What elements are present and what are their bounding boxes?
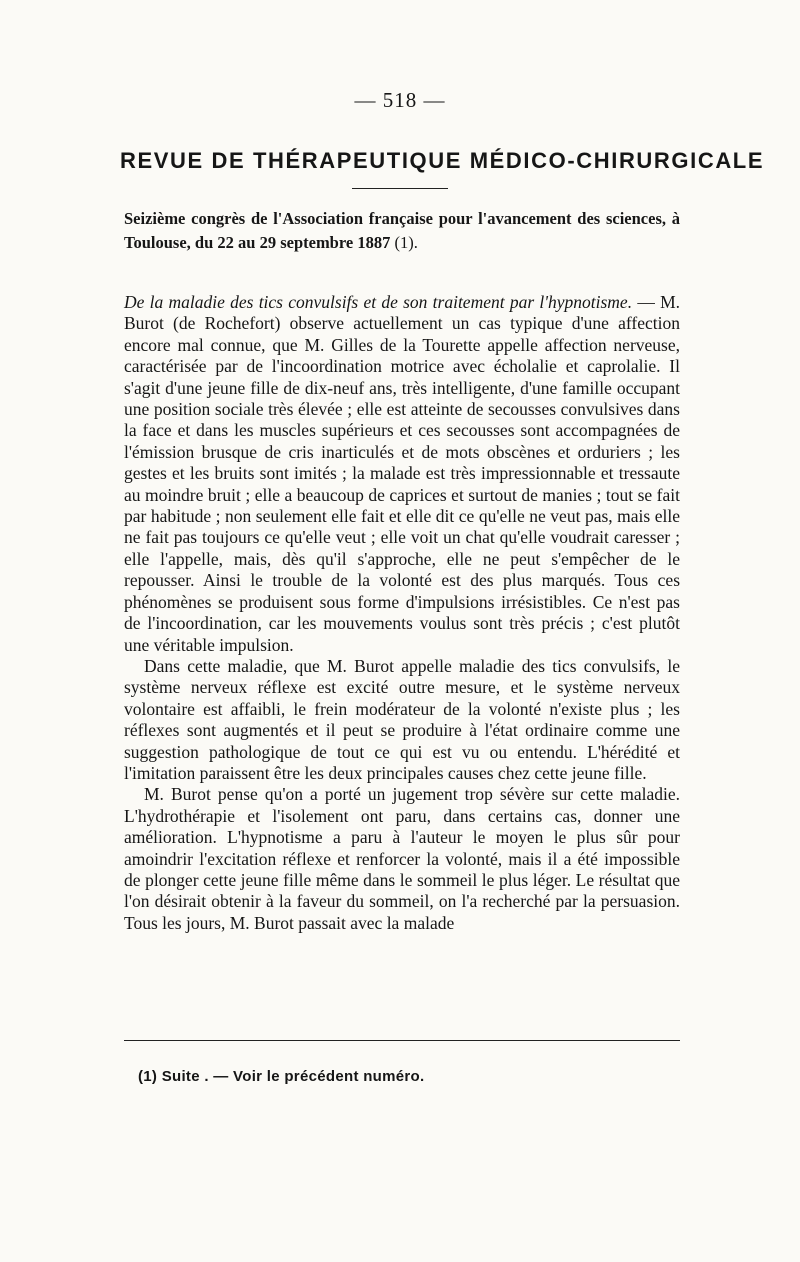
section-title-text: Seizième congrès de l'Association française pour l'avancement des sciences, à Toulouse, du 22 au 29 septembre 1887 <box>124 209 680 252</box>
section-title <box>124 207 680 255</box>
page-number: — 518 — <box>354 88 446 112</box>
running-head: REVUE DE THÉRAPEUTIQUE MÉDICO-CHIRURGICALE <box>120 148 765 173</box>
article-body <box>124 292 680 934</box>
header-rule <box>352 188 448 189</box>
article-paragraph: M. Burot pense qu'on a porté un jugement trop sévère sur cette maladie. L'hydrothérapie et l'isolement ont paru, dans certains cas, donner une amélioration. L'hypnotisme a paru à l'auteur le moyen le plus sûr pour amoindrir l'excitation réflexe et renforcer la volonté, mais il a été impossible de plonger cette jeune fille même dans le sommeil le plus léger. Le résultat que l'on désirait obtenir à la faveur du sommeil, on l'a recherché par la persuasion. Tous les jours, M. Burot passait avec la malade <box>124 784 680 933</box>
footnote-reference: (1). <box>394 233 418 252</box>
footnote: (1) Suite . — Voir le précédent numéro. <box>138 1068 425 1085</box>
article-paragraph: Dans cette maladie, que M. Burot appelle maladie des tics convulsifs, le système nerveux réflexe est excité outre mesure, et le système nerveux volontaire est affaibli, le frein modérateur de la volonté n'existe plus ; les réflexes sont augmentés et il peut se produire à l'état ordinaire comme une suggestion pathologique de tout ce qui est vu ou entendu. L'hérédité et l'imitation paraissent être les deux principales causes chez cette jeune fille. <box>124 655 680 783</box>
paragraph-text: — M. Burot (de Rochefort) observe actuellement un cas typique d'une affection encore mal connue, que M. Gilles de la Tourette appelle affection nerveuse, caractérisée par de l'incoordination motrice avec écholalie et caprolalie. Il s'agit d'une jeune fille de dix-neuf ans, très intelligente, d'une famille occupant une position sociale très élevée ; elle est atteinte de secousses convulsives dans la face et dans les muscles supérieurs et ces secousses sont accompagnées de l'émission brusque de cris inarticulés et de mots obscènes et orduriers ; les gestes et les bruits sont imités ; la malade est très impressionnable et tressaute au moindre bruit ; elle a beaucoup de caprices et surtout de manies ; tout se fait par habitude ; non seulement elle fait et elle dit ce qu'elle ne veut pas, mais elle ne fait pas toujours ce qu'elle veut ; elle voit un chat qu'elle voudrait caresser ; elle l'appelle, mais, dès qu'il s'approche, elle ne peut s'empêcher de le repousser. Ainsi le trouble de la volonté est des plus marqués. Tous ces phénomènes se produisent sous forme d'impulsions irrésistibles. Ce n'est pas de l'incoordination, car les mouvements voulus sont très précis ; c'est plutôt une véritable impulsion. <box>124 292 681 655</box>
article-title: De la maladie des tics convulsifs et de son traitement par l'hypnotisme. <box>124 292 633 312</box>
footnote-rule <box>124 1040 680 1041</box>
article-paragraph <box>124 292 680 656</box>
